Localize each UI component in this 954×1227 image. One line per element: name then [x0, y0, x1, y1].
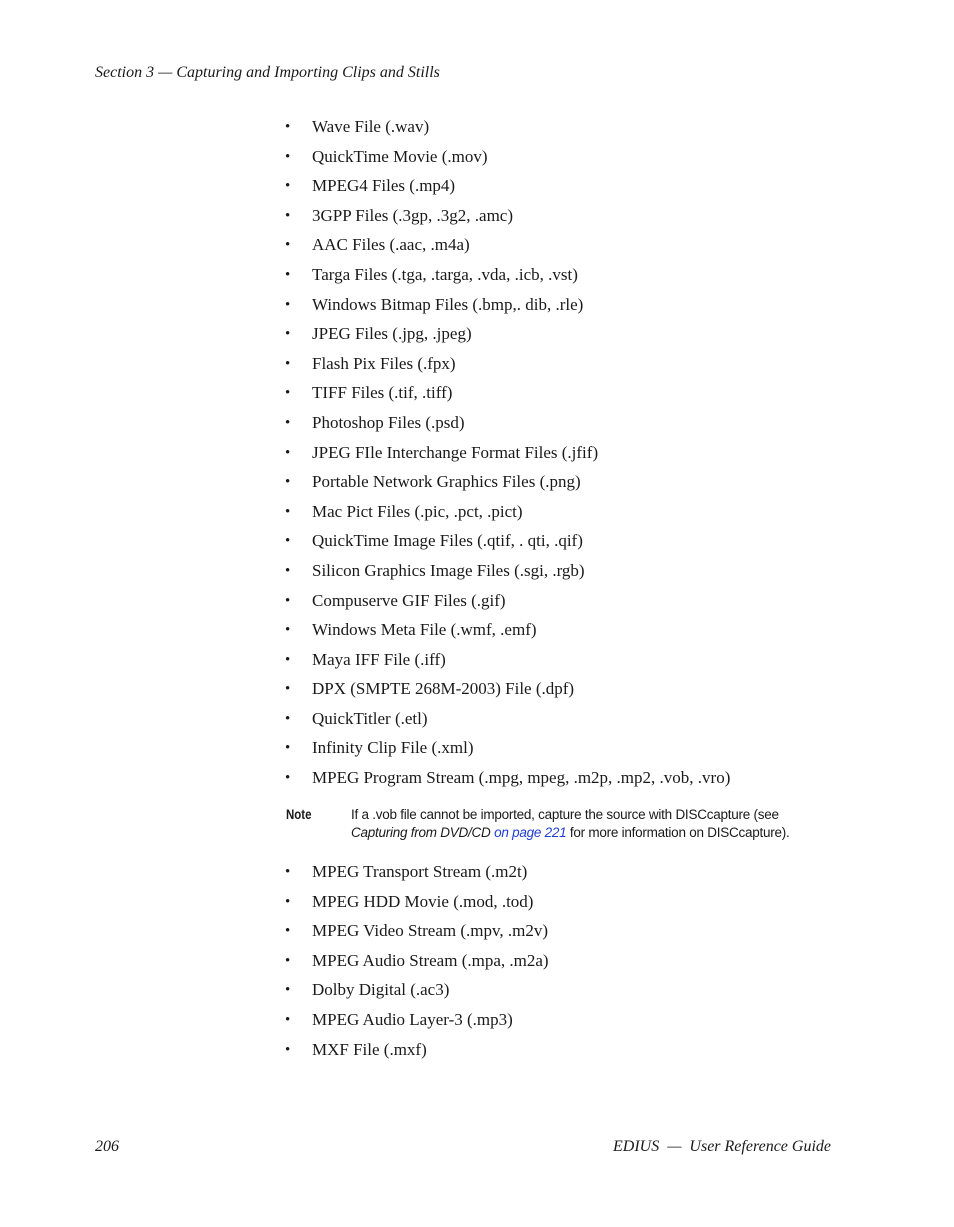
list-item-text: MPEG Audio Stream (.mpa, .m2a) — [312, 950, 549, 970]
list-item-text: Maya IFF File (.iff) — [312, 649, 446, 669]
cross-reference-title: Capturing from DVD/CD — [351, 825, 491, 840]
note-block — [286, 806, 846, 842]
list-item — [285, 861, 549, 891]
bullet-icon: • — [285, 952, 291, 969]
list-item-text: Compuserve GIF Files (.gif) — [312, 590, 506, 610]
bullet-icon: • — [285, 148, 291, 165]
guide-title: EDIUS — User Reference Guide — [612, 1138, 831, 1155]
note-text-part: If a .vob file cannot be imported, capture the source with DISCcapture (see — [351, 807, 779, 822]
list-item-text: Windows Meta File (.wmf, .emf) — [312, 620, 537, 640]
list-item — [285, 382, 730, 412]
bullet-icon: • — [285, 770, 291, 787]
bullet-icon: • — [285, 710, 291, 727]
list-item — [285, 264, 730, 294]
bullet-icon: • — [285, 740, 291, 757]
list-item — [285, 353, 730, 383]
bullet-icon: • — [285, 923, 291, 940]
list-item — [285, 205, 730, 235]
list-item-text: QuickTime Image Files (.qtif, . qti, .qif) — [312, 531, 583, 551]
bullet-icon: • — [285, 119, 291, 135]
list-item-text: QuickTitler (.etl) — [312, 708, 428, 728]
bullet-icon: • — [285, 503, 291, 520]
note-text-part: for more information on DISCcapture). — [569, 825, 790, 840]
list-item-text: Windows Bitmap Files (.bmp,. dib, .rle) — [312, 294, 584, 314]
list-item — [285, 1009, 549, 1039]
bullet-icon: • — [285, 385, 291, 402]
list-item — [285, 649, 730, 679]
list-item — [285, 1039, 549, 1069]
bullet-icon: • — [285, 1041, 291, 1058]
bullet-icon: • — [285, 651, 291, 668]
list-item-text: 3GPP Files (.3gp, .3g2, .amc) — [312, 205, 514, 225]
list-item-text: MPEG Program Stream (.mpg, mpeg, .m2p, .mp2, .vob, .vro) — [312, 768, 731, 788]
list-item — [285, 412, 730, 442]
bullet-icon: • — [285, 622, 291, 639]
list-item — [285, 501, 730, 531]
list-item — [285, 737, 730, 767]
list-item — [285, 678, 730, 708]
bullet-icon: • — [285, 562, 291, 579]
bullet-icon: • — [285, 237, 291, 254]
list-item — [285, 891, 549, 921]
list-item — [285, 979, 549, 1009]
list-item-text: AAC Files (.aac, .m4a) — [312, 235, 470, 255]
list-item — [285, 294, 730, 324]
list-item-text: Wave File (.wav) — [312, 117, 430, 136]
list-item-text: MXF File (.mxf) — [312, 1039, 427, 1059]
list-item — [285, 530, 730, 560]
list-item-text: MPEG HDD Movie (.mod, .tod) — [312, 891, 534, 911]
running-head: Section 3 — Capturing and Importing Clips and Stills — [95, 64, 440, 81]
bullet-icon: • — [285, 326, 291, 343]
list-item — [285, 116, 730, 146]
file-format-list — [285, 116, 730, 797]
list-item — [285, 560, 730, 590]
bullet-icon: • — [285, 444, 291, 461]
list-item-text: JPEG Files (.jpg, .jpeg) — [312, 324, 472, 344]
list-item — [285, 708, 730, 738]
list-item — [285, 767, 730, 797]
bullet-icon: • — [285, 893, 291, 910]
list-item — [285, 175, 730, 205]
list-item-text: Targa Files (.tga, .targa, .vda, .icb, .vst) — [312, 264, 578, 284]
list-item-text: MPEG Audio Layer-3 (.mp3) — [312, 1009, 513, 1029]
list-item — [285, 619, 730, 649]
bullet-icon: • — [285, 207, 291, 224]
list-item-text: Dolby Digital (.ac3) — [312, 980, 450, 1000]
note-label: Note — [286, 807, 312, 822]
bullet-icon: • — [285, 592, 291, 609]
list-item — [285, 442, 730, 472]
list-item-text: Silicon Graphics Image Files (.sgi, .rgb) — [312, 560, 585, 580]
bullet-icon: • — [285, 296, 291, 313]
bullet-icon: • — [285, 681, 291, 698]
bullet-icon: • — [285, 178, 291, 195]
bullet-icon: • — [285, 533, 291, 550]
bullet-icon: • — [285, 414, 291, 431]
list-item-text: MPEG Transport Stream (.m2t) — [312, 862, 528, 881]
list-item-text: Flash Pix Files (.fpx) — [312, 353, 456, 373]
cross-reference-link[interactable]: on page 221 — [494, 825, 567, 840]
list-item — [285, 590, 730, 620]
list-item — [285, 950, 549, 980]
bullet-icon: • — [285, 1011, 291, 1028]
list-item — [285, 471, 730, 501]
list-item — [285, 323, 730, 353]
list-item-text: DPX (SMPTE 268M-2003) File (.dpf) — [312, 679, 575, 699]
list-item-text: Infinity Clip File (.xml) — [312, 738, 474, 758]
bullet-icon: • — [285, 474, 291, 491]
bullet-icon: • — [285, 982, 291, 999]
list-item-text: Mac Pict Files (.pic, .pct, .pict) — [312, 501, 523, 521]
list-item — [285, 146, 730, 176]
list-item-text: MPEG4 Files (.mp4) — [312, 176, 456, 196]
bullet-icon: • — [285, 266, 291, 283]
note-text — [351, 806, 846, 842]
bullet-icon: • — [285, 864, 291, 880]
list-item-text: MPEG Video Stream (.mpv, .m2v) — [312, 921, 549, 941]
list-item-text: QuickTime Movie (.mov) — [312, 146, 488, 166]
list-item-text: Portable Network Graphics Files (.png) — [312, 472, 581, 492]
bullet-icon: • — [285, 355, 291, 372]
list-item — [285, 234, 730, 264]
list-item-text: JPEG FIle Interchange Format Files (.jfif) — [312, 442, 599, 462]
page-number: 206 — [95, 1138, 119, 1155]
list-item-text: TIFF Files (.tif, .tiff) — [312, 383, 453, 403]
list-item — [285, 920, 549, 950]
list-item-text: Photoshop Files (.psd) — [312, 412, 465, 432]
file-format-list-continued — [285, 861, 549, 1068]
